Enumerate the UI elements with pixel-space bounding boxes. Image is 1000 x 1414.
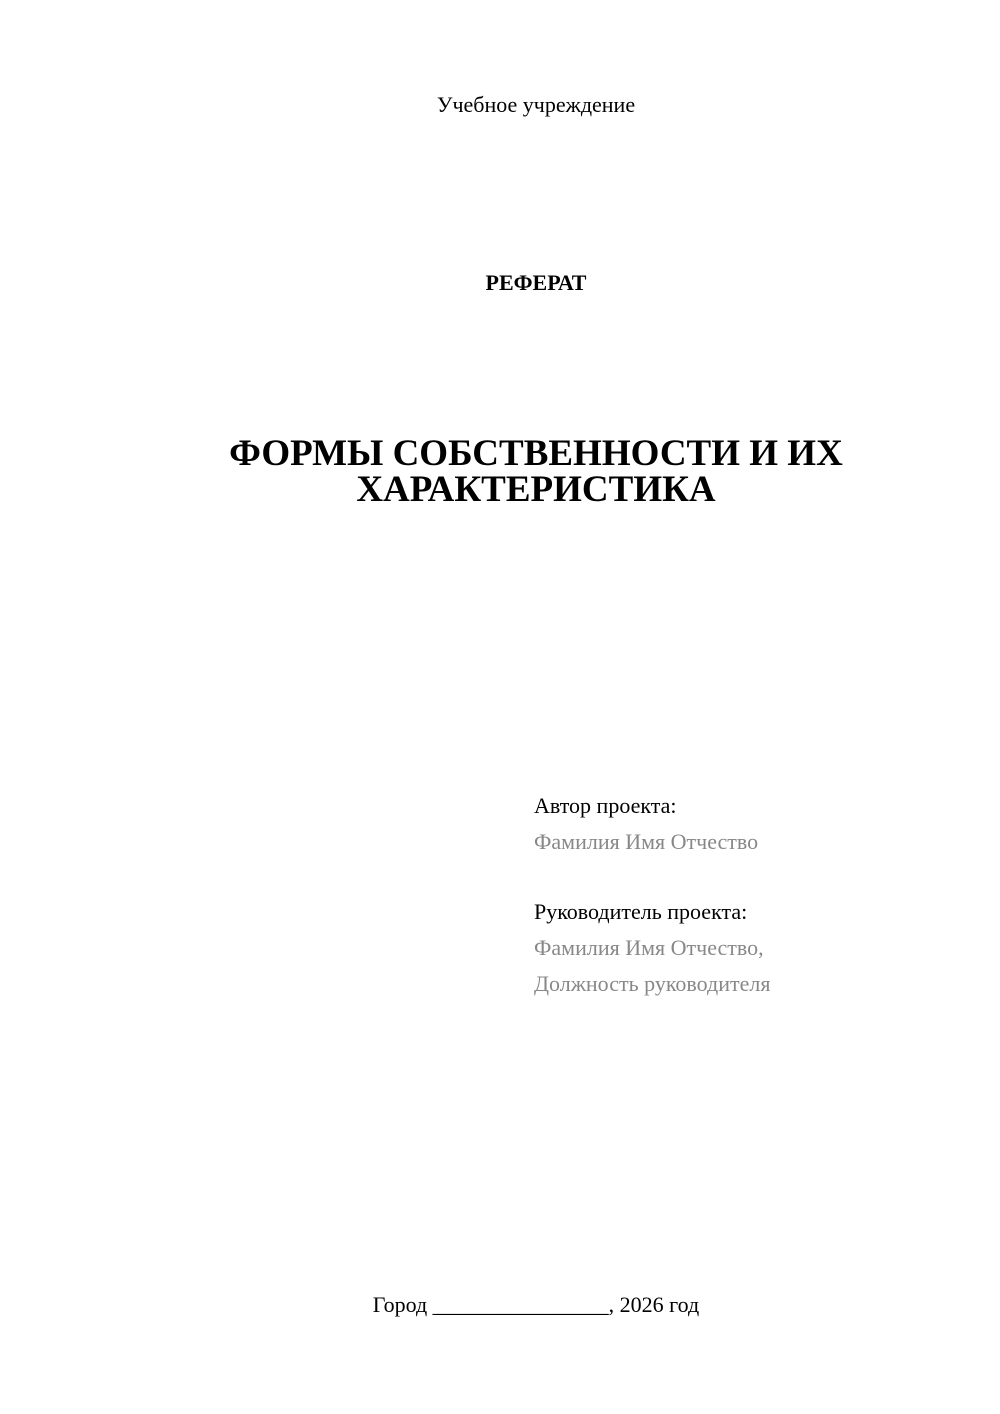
supervisor-label: Руководитель проекта: [534, 899, 748, 924]
institution-name: Учебное учреждение [436, 92, 636, 117]
supervisor-position: Должность руководителя [534, 971, 771, 996]
document-title [0, 433, 1000, 510]
info-spacer [534, 860, 974, 894]
author-name: Фамилия Имя Отчество [534, 829, 759, 854]
supervisor-name: Фамилия Имя Отчество, [534, 935, 764, 960]
document-type: РЕФЕРАТ [485, 270, 587, 295]
project-info-block [534, 788, 974, 1002]
city-year-line: Город ________________, 2026 год [372, 1292, 700, 1317]
title-line-2: ХАРАКТЕРИСТИКА [356, 469, 716, 510]
title-line-1: ФОРМЫ СОБСТВЕННОСТИ И ИХ [229, 433, 843, 474]
author-label: Автор проекта: [534, 793, 677, 818]
